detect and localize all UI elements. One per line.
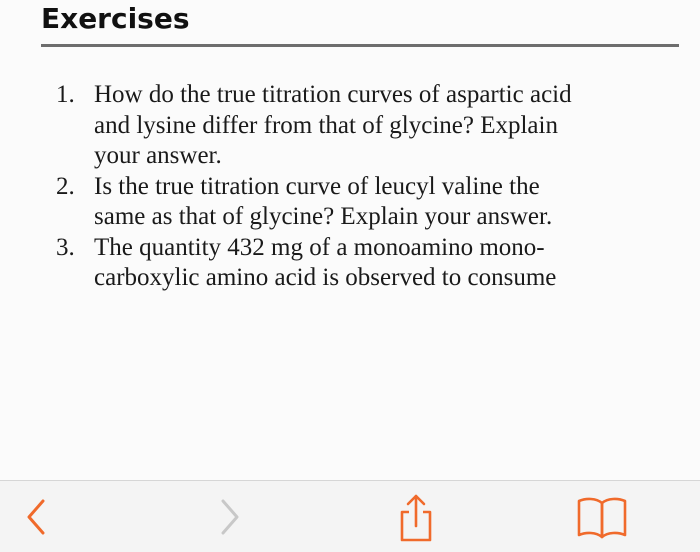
chevron-left-icon [21,495,51,539]
exercise-line: The quantity 432 mg of a monoamino mono- [94,233,545,261]
exercise-line: same as that of glycine? Explain your answer. [94,203,553,230]
exercise-line: carboxylic amino acid is observed to consume [94,264,557,291]
section-heading: Exercises [41,2,190,35]
share-button[interactable] [386,481,446,552]
chevron-right-icon [215,495,245,539]
exercise-number: 3. [56,233,75,261]
book-icon [574,493,630,541]
exercise-line: and lysine differ from that of glycine? Explain [94,111,558,139]
browser-toolbar [0,480,700,552]
exercise-line: your answer. [94,142,222,169]
forward-button[interactable] [200,481,260,552]
exercise-item [48,80,680,172]
heading-divider [41,44,679,47]
share-icon [394,490,438,544]
exercise-number: 2. [56,172,75,200]
back-button[interactable] [6,481,66,552]
exercise-line: Is the true titration curve of leucyl valine the [94,172,540,200]
exercise-number: 1. [56,81,75,108]
exercise-line: How do the true titration curves of aspartic acid [94,81,572,108]
exercise-list [48,80,680,294]
bookmarks-button[interactable] [570,481,634,552]
exercise-item [48,172,680,233]
exercise-item [48,233,680,294]
